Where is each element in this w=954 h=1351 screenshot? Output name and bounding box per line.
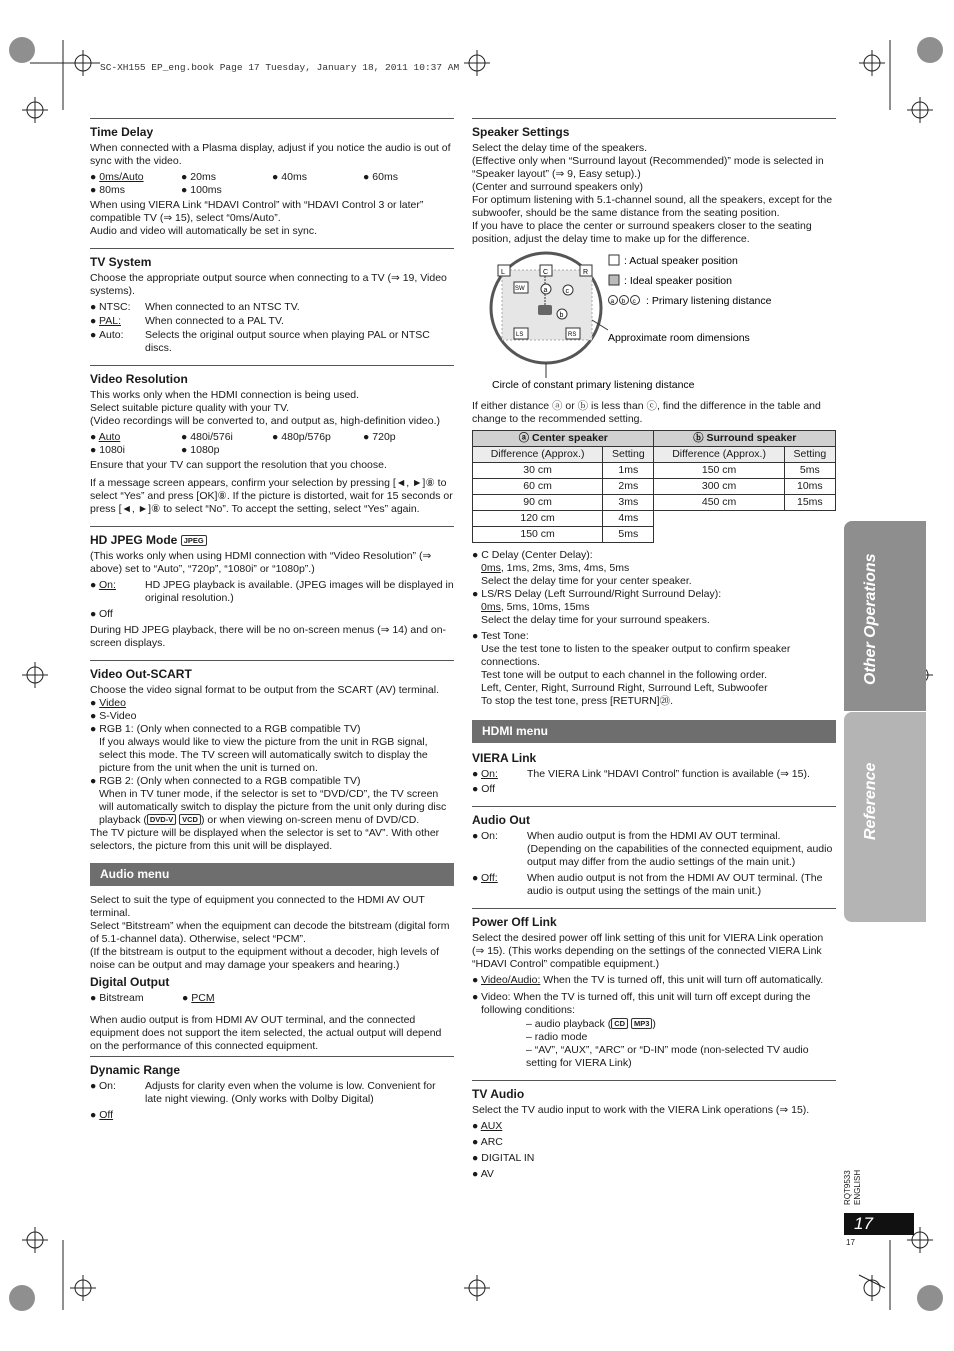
viera-link-title: VIERA Link [472, 751, 537, 765]
paragraph: Test tone will be output to each channel in the following order. [481, 669, 768, 681]
table-subheader: Difference (Approx.) [654, 447, 784, 463]
table-row: 120 cm 4ms [473, 511, 836, 527]
list-item: – “AV”, “AUX”, “ARC” or “D-IN” mode (non-selected TV audio setting for VIERA Link) [526, 1044, 809, 1069]
list-item: ● On: When audio output is from the HDMI AV OUT terminal. (Depending on the capabilities of the connected equipment, audio output may differ from the audio settings of the main unit.) [472, 830, 833, 868]
table-subheader: Setting [784, 447, 835, 463]
video-resolution-title: Video Resolution [90, 372, 188, 386]
list-item: ● On: The VIERA Link “HDAVI Control” function is available (⇒ 15). [472, 768, 810, 780]
option: ● 0ms/Auto [90, 171, 144, 183]
paragraph: When in TV tuner mode, if the selector is set to “DVD/CD”, the TV screen will automatically switch to display the picture from the unit only during disc playback ( DVD-V VCD ) or when viewing on-screen menu of DVD/CD. [99, 788, 447, 826]
dvd-v-tag: DVD-V [147, 814, 176, 825]
table-subheader: Setting [603, 447, 654, 463]
cd-tag: CD [611, 1018, 628, 1029]
option: ● 720p [363, 431, 396, 443]
paragraph: Select the desired power off link setting of this unit for VIERA Link operation (⇒ 15). (This works depending on the settings of the connected VIERA Link “HDAVI Control” compatible equipment.) [472, 932, 824, 970]
speaker-settings-title: Speaker Settings [472, 125, 570, 139]
speaker-layout-diagram [472, 250, 836, 392]
paragraph: For optimum listening with 5.1-channel sound, all the speakers, except for the subwoofer, should be the same distance from the seating position. [472, 194, 833, 219]
dynamic-range-title: Dynamic Range [90, 1063, 181, 1077]
hd-jpeg-title: HD JPEG Mode JPEG [90, 533, 454, 547]
paragraph: Select to suit the type of equipment you connected to the HDMI AV OUT terminal. [90, 894, 425, 919]
legend-ideal-label: : Ideal speaker position [624, 275, 732, 287]
list-item: – radio mode [526, 1031, 588, 1043]
paragraph: Ensure that your TV can support the resolution that you choose. [90, 459, 387, 471]
paragraph: Select the TV audio input to work with the VIERA Link operations (⇒ 15). [472, 1104, 810, 1116]
paragraph: To stop the test tone, press [RETURN]⑳. [481, 695, 673, 707]
time-delay-note: Audio and video will automatically be set in sync. [90, 225, 318, 237]
time-delay-desc: When connected with a Plasma display, adjust if you notice the audio is out of sync with the video. [90, 142, 451, 167]
audio-out-section [472, 813, 836, 898]
table-row: 60 cm 2ms 300 cm 10ms [473, 479, 836, 495]
paragraph: (This works only when using HDMI connection with “Video Resolution” (⇒ above) set to “Auto”, “720p”, “1080i” or “1080p”.) [90, 550, 432, 575]
list-item: ● NTSC: When connected to an NTSC TV. [90, 301, 300, 313]
paragraph: Select suitable picture quality with your TV. [90, 402, 290, 414]
list-item: – audio playback ( CD MP3 ) [526, 1018, 656, 1030]
paragraph: (If the bitstream is output to the equipment without a decoder, high levels of noise can be output and may damage your speakers and hearing.) [90, 946, 440, 971]
speaker-c-label: C [543, 269, 549, 276]
paragraph: (Video recordings will be converted to, and output as, high-definition video.) [90, 415, 441, 427]
hd-jpeg-section [90, 533, 454, 650]
table-header: ⓐ Center speaker [473, 431, 654, 447]
list-item: ● Video: When the TV is turned off, this unit will turn off except during the following conditions: [472, 991, 811, 1016]
list-item: ● Video/Audio: When the TV is turned off, this unit will turn off automatically. [472, 974, 824, 986]
speaker-sw-label: SW [515, 286, 525, 292]
audio-menu-section [90, 894, 454, 1053]
option: ● 480i/576i [181, 431, 233, 443]
side-tab-other-operations [844, 521, 926, 711]
list-item: ● Test Tone: [472, 630, 529, 642]
paragraph: Select “Bitstream” when the equipment can decode the bitstream (digital form of 5.1-channel data). Otherwise, select “PCM”. [90, 920, 450, 945]
paragraph: If you have to place the center or surround speakers closer to the seating position, adjust the delay time to make up for the difference. [472, 220, 812, 245]
paragraph: Left, Center, Right, Surround Right, Surround Left, Subwoofer [481, 682, 768, 694]
time-delay-section [90, 125, 454, 238]
table-subheader: Difference (Approx.) [473, 447, 603, 463]
option: ● 100ms [181, 184, 222, 196]
table-header: ⓑ Surround speaker [654, 431, 836, 447]
list-item: ● LS/RS Delay (Left Surround/Right Surround Delay): [472, 588, 722, 600]
left-column [90, 118, 454, 1132]
list-item: ● ARC [472, 1136, 503, 1148]
list-item: ● On: Adjusts for clarity even when the volume is low. Convenient for late night viewing. (Only works with Dolby Digital) [90, 1080, 436, 1105]
paragraph: Select the delay time for your center speaker. [481, 575, 692, 587]
page-number: 17 [844, 1213, 914, 1235]
option: ● 1080p [181, 444, 220, 456]
dynamic-range-section [90, 1063, 454, 1122]
table-row: 30 cm 1ms 150 cm 5ms [473, 463, 836, 479]
distance-c-label: c [565, 288, 569, 295]
viera-link-section [472, 751, 836, 796]
option: ● 20ms [181, 171, 216, 183]
audio-menu-bar: Audio menu [90, 863, 454, 886]
tv-system-desc: Choose the appropriate output source when connecting to a TV (⇒ 19, Video systems). [90, 272, 447, 297]
list-item: ● AUX [472, 1120, 503, 1132]
list-item: ● Video [90, 697, 126, 709]
power-off-link-title: Power Off Link [472, 915, 557, 929]
side-tab-label: Other Operations [862, 553, 879, 685]
speaker-ls-label: LS [516, 332, 524, 338]
paragraph: Select the delay time for your surround speakers. [481, 614, 710, 626]
paragraph: If you always would like to view the picture from the unit in RGB signal, select this mode. The TV screen will automatically switch to display the picture from the unit when the unit is turned on. [99, 736, 428, 774]
svg-text:b: b [621, 298, 626, 305]
list-item: ● DIGITAL IN [472, 1152, 535, 1164]
option: ● Bitstream [90, 992, 144, 1004]
paragraph: 0ms, 5ms, 10ms, 15ms [481, 601, 590, 613]
paragraph: Select the delay time of the speakers. [472, 142, 648, 154]
list-item: ● RGB 2: (Only when connected to a RGB compatible TV) [90, 775, 361, 787]
jpeg-tag: JPEG [181, 535, 207, 546]
paragraph: If a message screen appears, confirm your selection by pressing [◄, ►]⑧ to select “Yes” and press [OK]⑧. If the picture is distorted, wait for 15 seconds or press [◄, ►]⑧ to select “No”. To accept the setting, select “Yes” again. [90, 477, 453, 515]
room-dimensions-label: Approximate room dimensions [608, 332, 750, 344]
option: ● 1080i [90, 444, 125, 456]
legend-actual-label: : Actual speaker position [624, 255, 738, 267]
speaker-rs-label: RS [568, 332, 577, 338]
list-item: ● PAL: When connected to a PAL TV. [90, 315, 284, 327]
list-item: ● Off: When audio output is not from the HDMI AV OUT terminal. (The audio is output using the settings of the main unit.) [472, 872, 823, 897]
tv-audio-title: TV Audio [472, 1087, 525, 1101]
video-resolution-section [90, 372, 454, 516]
video-resolution-options [90, 431, 454, 457]
circle-label: Circle of constant primary listening distance [492, 379, 695, 391]
digital-output-options [90, 992, 454, 1005]
vcd-tag: VCD [179, 814, 201, 825]
option: ● Auto [90, 431, 121, 443]
side-tab-label: Reference [862, 762, 879, 840]
audio-out-title: Audio Out [472, 813, 530, 827]
paragraph: Use the test tone to listen to the speaker output to confirm speaker connections. [481, 643, 791, 668]
paragraph: The TV picture will be displayed when the selector is set to “AV”. With other selectors, the picture from this unit will be displayed. [90, 827, 440, 852]
page-number-small: 17 [846, 1238, 855, 1247]
distance-b-label: b [559, 312, 564, 319]
option: ● 60ms [363, 171, 398, 183]
paragraph: 0ms, 1ms, 2ms, 3ms, 4ms, 5ms [481, 562, 630, 574]
scart-section [90, 667, 454, 853]
paragraph: (Center and surround speakers only) [472, 181, 644, 193]
option: ● 40ms [272, 171, 307, 183]
doc-code: RQT9533 ENGLISH [843, 1169, 862, 1205]
list-item: ● Off [472, 783, 496, 795]
option: ● 480p/576p [272, 431, 331, 443]
paragraph: (Effective only when “Surround layout (Recommended)” mode is selected in “Speaker layout” (⇒ 9, Easy setup).) [472, 155, 824, 180]
svg-text:c: c [632, 298, 636, 305]
list-item: ● AV [472, 1168, 494, 1180]
list-item: ● Off [90, 608, 113, 620]
speaker-r-label: R [583, 269, 589, 276]
tv-system-section [90, 255, 454, 355]
hdmi-menu-bar: HDMI menu [472, 720, 836, 743]
side-tab-reference [844, 712, 926, 922]
speaker-l-label: L [501, 269, 505, 276]
paragraph: During HD JPEG playback, there will be no on-screen menus (⇒ 14) and on-screen displays. [90, 624, 447, 649]
delay-table [472, 430, 836, 543]
list-item: ● C Delay (Center Delay): [472, 549, 593, 561]
time-delay-title: Time Delay [90, 125, 154, 139]
list-item: ● On: HD JPEG playback is available. (JPEG images will be displayed in original resolution.) [90, 579, 454, 604]
list-item: ● S-Video [90, 710, 137, 722]
option: ● 80ms [90, 184, 125, 196]
table-row: 150 cm 5ms [473, 527, 836, 543]
distance-a-label: a [543, 287, 548, 294]
tv-audio-section [472, 1087, 836, 1181]
time-delay-options [90, 171, 454, 197]
list-item: ● Auto: Selects the original output source when playing PAL or NTSC discs. [90, 329, 430, 354]
right-column [472, 118, 836, 1191]
digital-output-title: Digital Output [90, 975, 170, 989]
scart-title: Video Out-SCART [90, 667, 192, 681]
mp3-tag: MP3 [631, 1018, 652, 1029]
list-item: ● RGB 1: (Only when connected to a RGB compatible TV) [90, 723, 361, 735]
tv-system-title: TV System [90, 255, 152, 269]
paragraph: If either distance ⓐ or ⓑ is less than ⓒ, find the difference in the table and change to the recommended setting. [472, 400, 821, 425]
power-off-link-section [472, 915, 836, 1070]
legend-primary-label: : Primary listening distance [646, 295, 772, 307]
print-header: SC-XH155 EP_eng.book Page 17 Tuesday, January 18, 2011 10:37 AM [100, 62, 460, 73]
list-item: ● Off [90, 1109, 114, 1121]
time-delay-note: When using VIERA Link “HDAVI Control” with “HDAVI Control 3 or later” compatible TV (⇒ 15), select “0ms/Auto”. [90, 199, 424, 224]
speaker-settings-section [472, 125, 836, 708]
paragraph: This works only when the HDMI connection is being used. [90, 389, 360, 401]
table-row: 90 cm 3ms 450 cm 15ms [473, 495, 836, 511]
paragraph: Choose the video signal format to be output from the SCART (AV) terminal. [90, 684, 440, 696]
paragraph: When audio output is from HDMI AV OUT terminal, and the connected equipment does not support the item selected, the actual output will depend on the performance of this connected equipment. [90, 1014, 442, 1052]
option: ● PCM [182, 992, 215, 1004]
svg-text:a: a [610, 298, 615, 305]
